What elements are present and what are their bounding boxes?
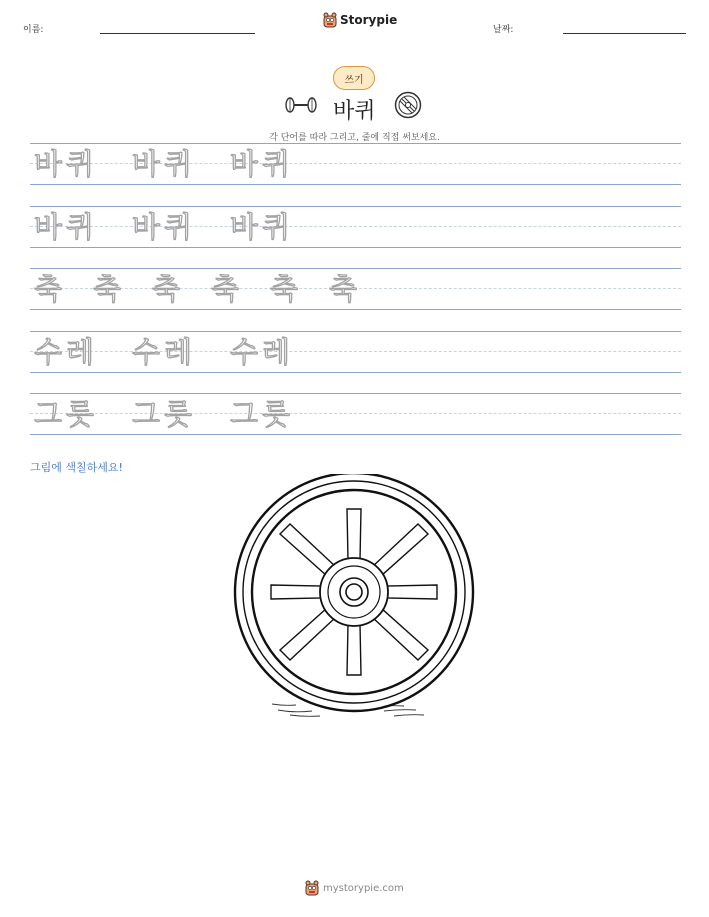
worksheet-title: 바퀴 (333, 99, 376, 124)
tracing-row[interactable] (30, 393, 681, 435)
row-base-line (30, 247, 681, 248)
row-top-line (30, 206, 681, 207)
date-label: 날짜: (493, 25, 514, 35)
tracing-row[interactable] (30, 206, 681, 248)
footer-site-link[interactable]: mystorypie.com (323, 882, 404, 894)
brand-name: Storypie (340, 13, 398, 27)
wagon-wheel-coloring-image[interactable] (224, 474, 484, 724)
trace-word: 그릇 (230, 397, 295, 431)
trace-word: 그릇 (132, 397, 197, 431)
storypie-mascot-icon (323, 12, 337, 28)
row-base-line (30, 184, 681, 185)
row-top-line (30, 393, 681, 394)
trace-word: 축 (34, 272, 67, 306)
row-top-line (30, 331, 681, 332)
row-mid-dashed-line (30, 226, 681, 227)
brand-logo (323, 12, 397, 28)
row-mid-dashed-line (30, 413, 681, 414)
trace-word: 수레 (34, 335, 99, 369)
trace-word: 바퀴 (34, 210, 99, 244)
wheel-icon (394, 91, 422, 119)
tracing-row[interactable] (30, 268, 681, 310)
name-write-line[interactable] (100, 33, 255, 34)
trace-word: 바퀴 (230, 147, 295, 181)
trace-word: 그릇 (34, 397, 99, 431)
row-top-line (30, 143, 681, 144)
row-top-line (30, 268, 681, 269)
trace-word: 수레 (230, 335, 295, 369)
row-base-line (30, 309, 681, 310)
writing-badge: 쓰기 (333, 66, 375, 90)
trace-word: 바퀴 (132, 210, 197, 244)
coloring-instruction: 그림에 색칠하세요! (30, 461, 123, 474)
trace-word: 축 (152, 272, 185, 306)
tracing-row[interactable] (30, 331, 681, 373)
row-mid-dashed-line (30, 351, 681, 352)
footer (305, 880, 404, 896)
trace-word: 수레 (132, 335, 197, 369)
tracing-row[interactable] (30, 143, 681, 185)
trace-word: 축 (211, 272, 244, 306)
trace-word: 축 (93, 272, 126, 306)
row-base-line (30, 434, 681, 435)
tracing-instruction: 각 단어를 따라 그리고, 줄에 직접 써보세요. (269, 133, 440, 143)
storypie-mascot-icon (305, 880, 319, 896)
trace-word: 축 (329, 272, 362, 306)
name-label: 이름: (23, 25, 44, 35)
trace-word: 바퀴 (230, 210, 295, 244)
trace-word: 바퀴 (132, 147, 197, 181)
date-write-line[interactable] (563, 33, 686, 34)
trace-word: 바퀴 (34, 147, 99, 181)
row-mid-dashed-line (30, 163, 681, 164)
trace-word: 축 (270, 272, 303, 306)
axle-icon (284, 95, 318, 115)
row-base-line (30, 372, 681, 373)
